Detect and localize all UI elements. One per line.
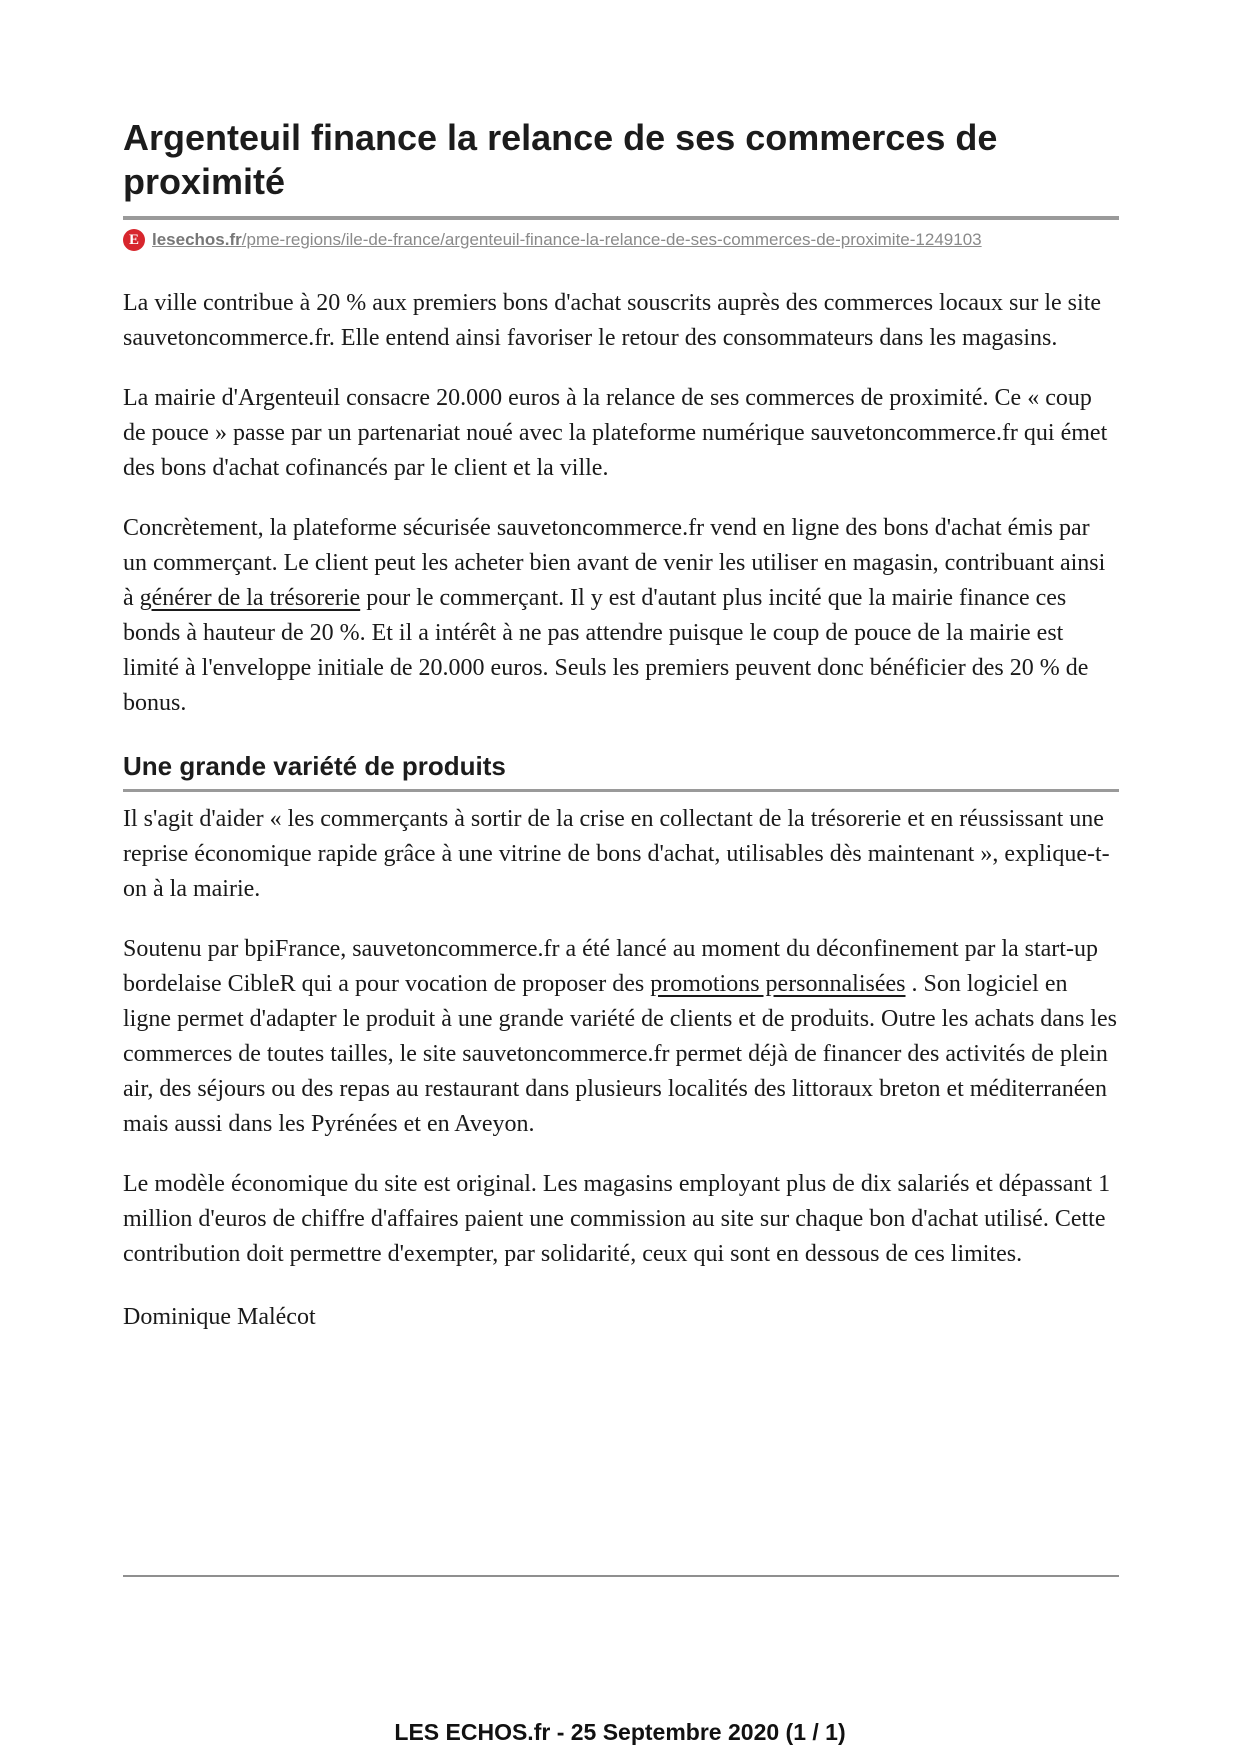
promotions-link[interactable]: promotions personnalisées — [650, 971, 906, 997]
paragraph-3-part-1: Concrètement, la plateforme sécurisée sauvetoncommerce.fr vend en ligne des bons d'achat émis par un commerçant. Le client peut les acheter bien avant de venir les utiliser en magasin, contribuant ainsi à — [123, 515, 1106, 611]
tresorerie-link[interactable]: générer de la trésorerie — [139, 585, 361, 611]
paragraph-3-part-2: pour le commerçant. Il y est d'autant plus incité que la mairie finance ces bonds à hauteur de 20 %. Et il a intérêt à ne pas attendre puisque le coup de pouce de la mairie est limité à l'enveloppe initiale de 20.000 euros. Seuls les premiers peuvent donc bénéficier des 20 % de bonus. — [123, 585, 1089, 716]
page-footer: LES ECHOS.fr - 25 Septembre 2020 (1 / 1) — [394, 1719, 846, 1745]
paragraph-6: Le modèle économique du site est original. Les magasins employant plus de dix salariés et dépassant 1 million d'euros de chiffre d'affaires paient une commission au site sur chaque bon d'achat utilisé. Cette contribution doit permettre d'exempter, par solidarité, ceux qui sont en dessous de ces limites. — [123, 1171, 1111, 1267]
paragraph-4: Il s'agit d'aider « les commerçants à sortir de la crise en collectant de la trésorerie et en réussissant une reprise économique rapide grâce à une vitrine de bons d'achat, utilisables dès maintenant », explique-t-on à la mairie. — [123, 806, 1110, 902]
section-divider — [123, 789, 1119, 792]
bottom-divider — [123, 1575, 1119, 1577]
paragraph-1: La ville contribue à 20 % aux premiers bons d'achat souscrits auprès des commerces locaux sur le site sauvetoncommerce.fr. Elle entend ainsi favoriser le retour des consommateurs dans les magasins. — [123, 290, 1102, 351]
article-body — [123, 286, 1119, 1335]
paragraph-5-part-2: . Son logiciel en ligne permet d'adapter le produit à une grande variété de clients et de produits. Outre les achats dans les commerces de toutes tailles, le site sauvetoncommerce.fr permet déjà de financer des activités de plein air, des séjours ou des repas au restaurant dans plusieurs localités des littoraux breton et méditerranéen mais aussi dans les Pyrénées et en Aveyon. — [123, 971, 1117, 1137]
article — [123, 116, 1119, 1335]
les-echos-logo-icon: E — [123, 229, 145, 251]
article-title: Argenteuil finance la relance de ses commerces de proximité — [123, 117, 998, 202]
source-line — [123, 228, 1119, 252]
paragraph-5 — [123, 932, 1119, 1142]
source-link[interactable] — [152, 230, 982, 250]
section-heading: Une grande variété de produits — [123, 751, 506, 781]
paragraph-5-part-1: Soutenu par bpiFrance, sauvetoncommerce.fr a été lancé au moment du déconfinement par la start-up bordelaise CibleR qui a pour vocation de proposer des — [123, 936, 1098, 997]
paragraph-2: La mairie d'Argenteuil consacre 20.000 euros à la relance de ses commerces de proximité. Ce « coup de pouce » passe par un partenariat noué avec la plateforme numérique sauvetoncommerce.fr qui émet des bons d'achat cofinancés par le client et la ville. — [123, 385, 1108, 481]
source-path: /pme-regions/ile-de-france/argenteuil-finance-la-relance-de-ses-commerces-de-proximite-1249103 — [241, 230, 982, 249]
paragraph-3 — [123, 511, 1119, 721]
author-name: Dominique Malécot — [123, 1304, 316, 1330]
title-divider — [123, 216, 1119, 220]
source-domain: lesechos.fr — [152, 230, 242, 249]
